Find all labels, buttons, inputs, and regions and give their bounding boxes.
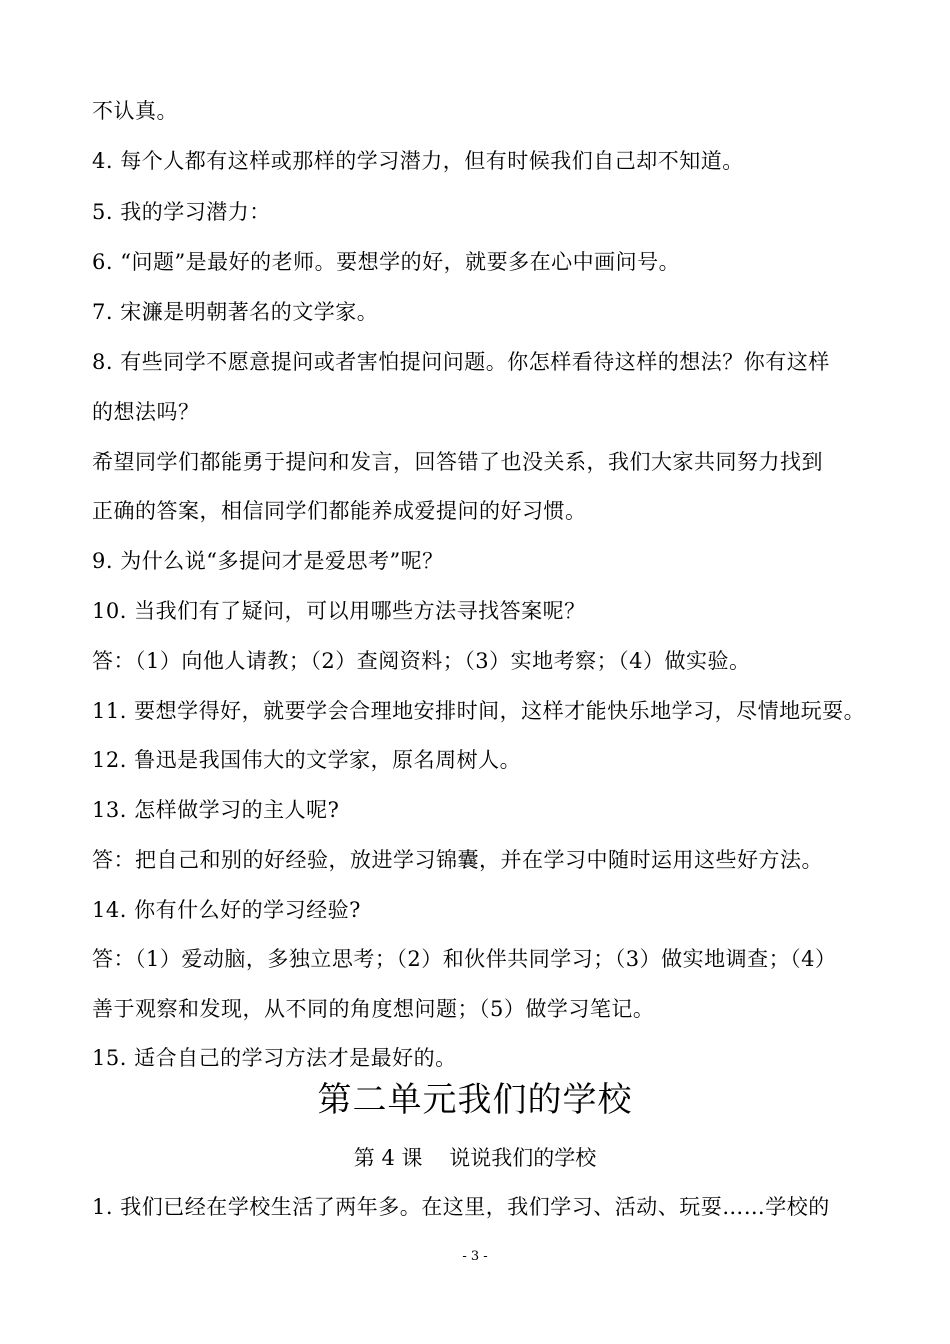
text-line: 善于观察和发现，从不同的角度想问题；（5）做学习笔记。 <box>92 997 655 1021</box>
text-line: 5. 我的学习潜力： <box>92 200 271 224</box>
text-line: 14. 你有什么好的学习经验? <box>92 898 361 922</box>
unit-title: 第二单元我们的学校 <box>317 1080 633 1120</box>
text-line: 13. 怎样做学习的主人呢? <box>92 798 340 822</box>
text-line: 6. “问题”是最好的老师。要想学的好，就要多在心中画问号。 <box>92 250 681 274</box>
text-line: 11. 要想学得好，就要学会合理地安排时间，这样才能快乐地学习，尽情地玩耍。 <box>92 699 866 723</box>
text-line: 1. 我们已经在学校生活了两年多。在这里，我们学习、活动、玩耍……学校的 <box>92 1195 830 1219</box>
text-line: 答：（1）向他人请教；（2）查阅资料；（3）实地考察；（4）做实验。 <box>92 649 751 673</box>
text-line: 12. 鲁迅是我国伟大的文学家，原名周树人。 <box>92 748 522 772</box>
lesson-title: 第 4 课 说说我们的学校 <box>353 1146 597 1170</box>
text-line: 15. 适合自己的学习方法才是最好的。 <box>92 1046 457 1070</box>
text-line: 答：把自己和别的好经验，放进学习锦囊，并在学习中随时运用这些好方法。 <box>92 848 823 872</box>
text-line: 9. 为什么说“多提问才是爱思考”呢？ <box>92 549 444 573</box>
page-number: - 3 - <box>462 1249 488 1264</box>
text-line: 答：（1）爱动脑，多独立思考；（2）和伙伴共同学习；（3）做实地调查；（4） <box>92 947 837 971</box>
text-line: 的想法吗？ <box>92 400 200 424</box>
text-line: 7. 宋濂是明朝著名的文学家。 <box>92 300 379 324</box>
text-line: 10. 当我们有了疑问，可以用哪些方法寻找答案呢？ <box>92 599 586 623</box>
text-line: 希望同学们都能勇于提问和发言，回答错了也没关系，我们大家共同努力找到 <box>92 450 823 474</box>
text-line: 正确的答案，相信同学们都能养成爱提问的好习惯。 <box>92 499 587 523</box>
text-line: 4. 每个人都有这样或那样的学习潜力，但有时候我们自己却不知道。 <box>92 149 744 173</box>
text-line: 8. 有些同学不愿意提问或者害怕提问问题。你怎样看待这样的想法？你有这样 <box>92 350 830 374</box>
text-line: 不认真。 <box>92 99 178 123</box>
